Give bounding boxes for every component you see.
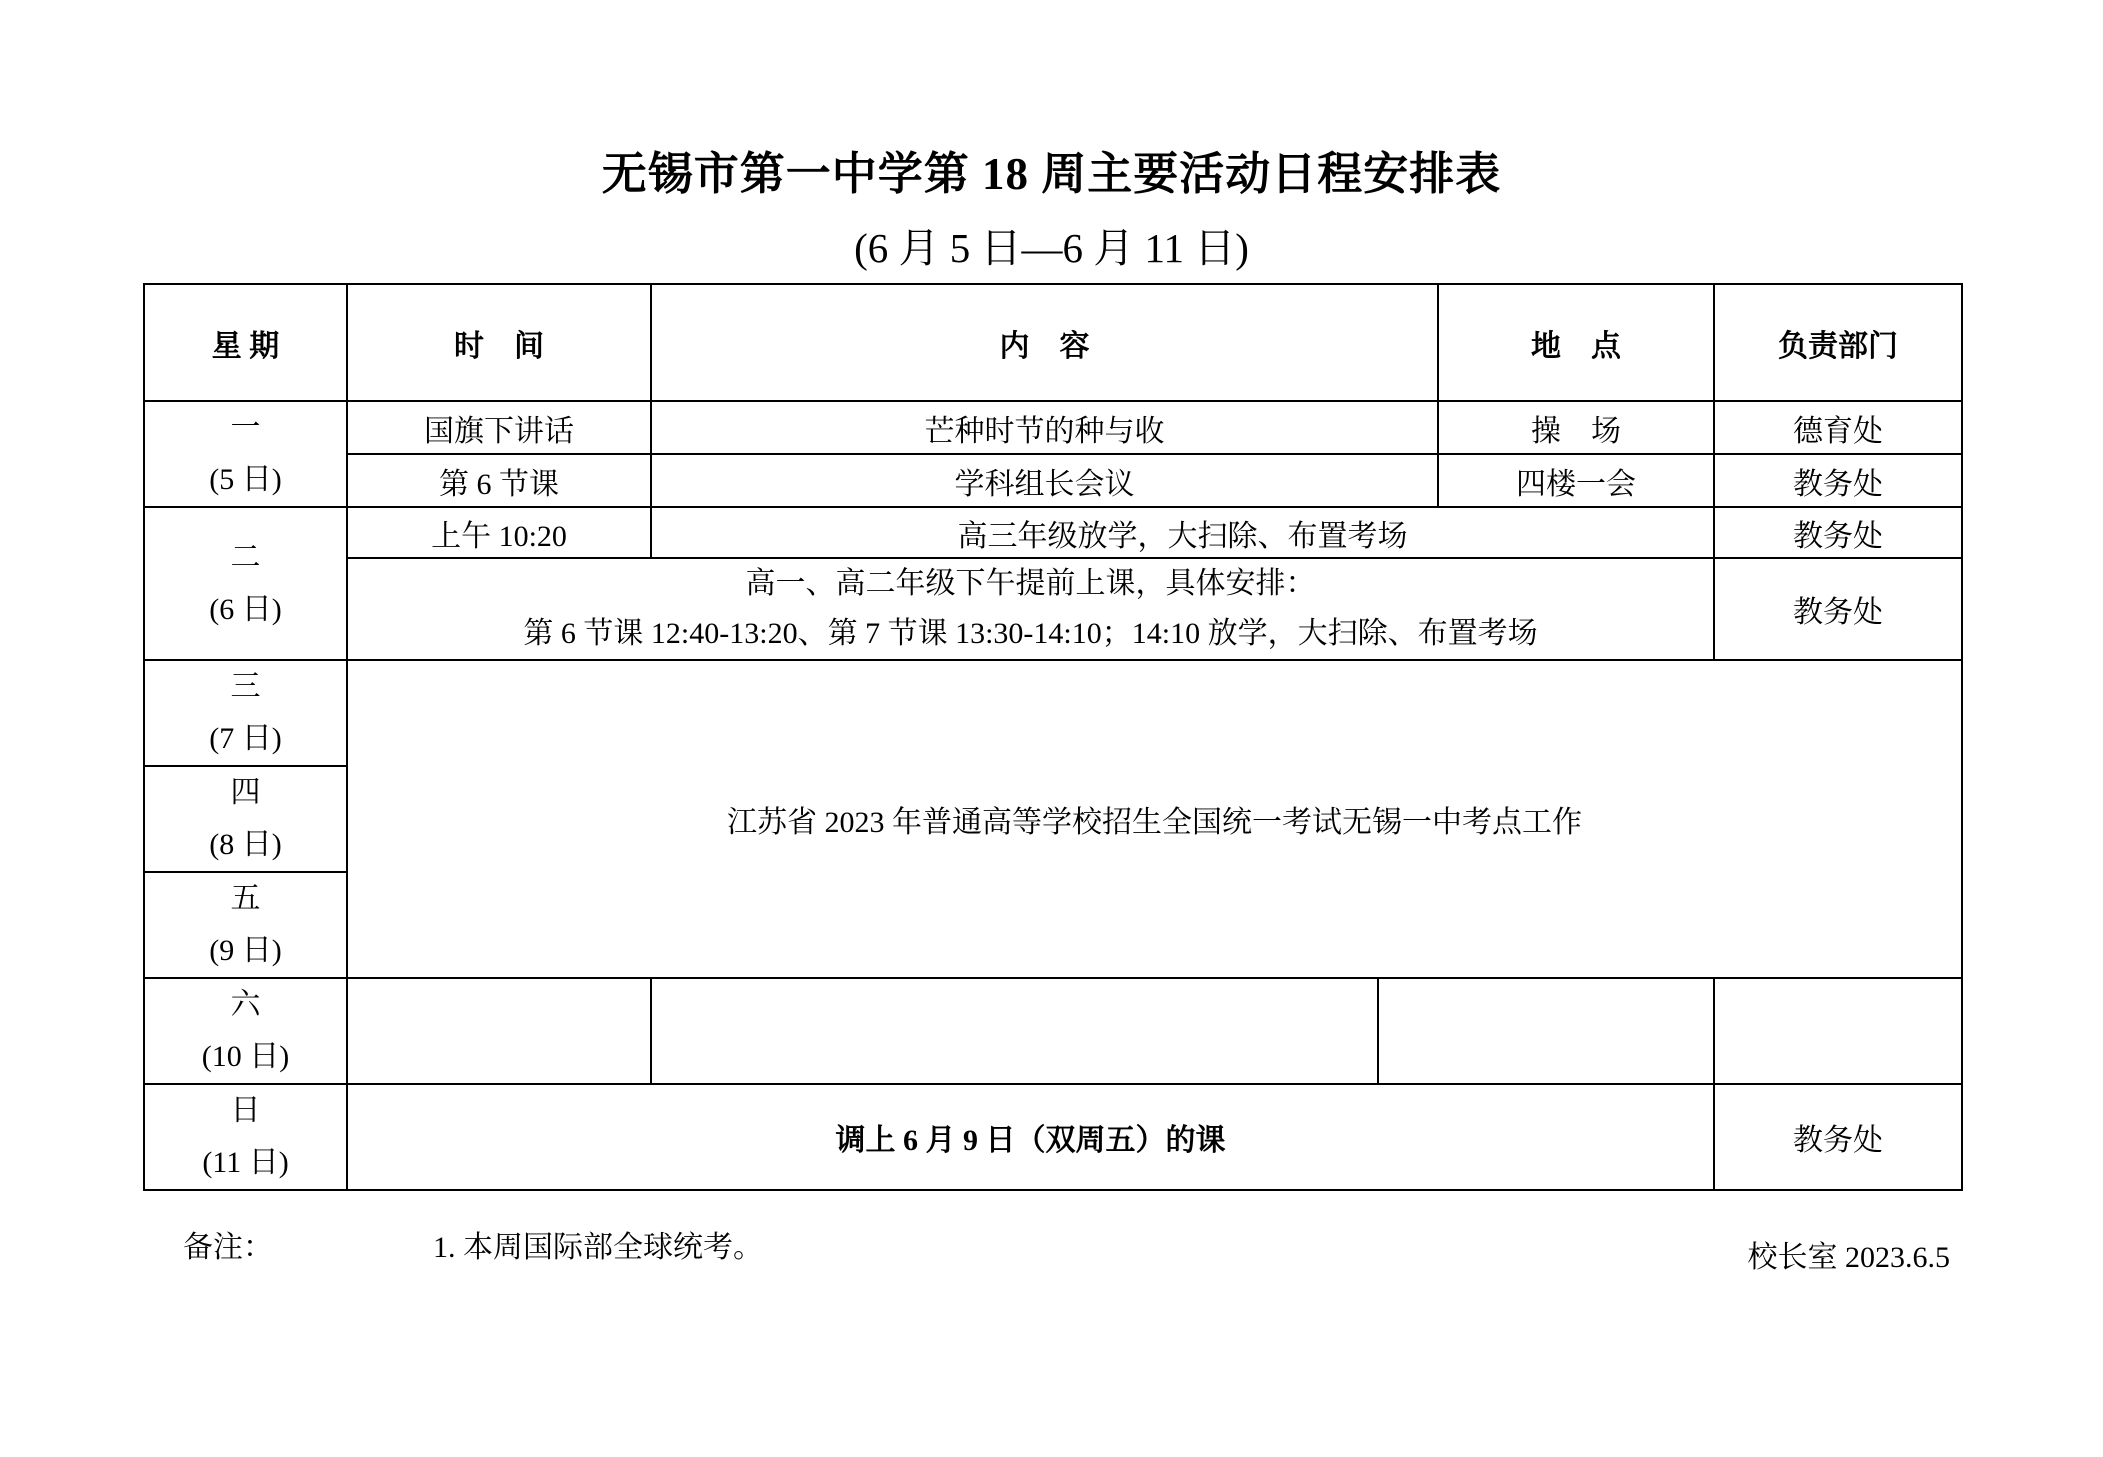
day-cell-monday (144, 401, 347, 507)
header-location: 地 点 (1438, 284, 1714, 401)
cell-sat-time (347, 978, 651, 1084)
cell-mon1-content: 芒种时节的种与收 (651, 401, 1438, 454)
row-tuesday-1 (144, 507, 1962, 558)
header-content: 内 容 (651, 284, 1438, 401)
tue2-line1: 高一、高二年级下午提前上课，具体安排： (745, 567, 1316, 600)
row-sunday (144, 1084, 1962, 1190)
day-cell-tuesday (144, 507, 347, 660)
note-text: 1. 本周国际部全球统考。 (433, 1231, 763, 1264)
cell-sat-dept (1714, 978, 1962, 1084)
day-date: (5 日) (209, 463, 282, 496)
day-date: (10 日) (201, 1040, 290, 1073)
page-title: 无锡市第一中学第 18 周主要活动日程安排表 (601, 149, 1502, 199)
day-date: (6 日) (209, 592, 282, 626)
tue2-line2: 第 6 节课 12:40-13:20、第 7 节课 13:30-14:10；14:10 放学，大扫除、布置考场 (523, 617, 1538, 650)
row-monday-2 (144, 454, 1962, 507)
cell-mon2-location: 四楼一会 (1438, 454, 1714, 507)
cell-tue2-dept: 教务处 (1714, 558, 1962, 660)
row-tuesday-2 (144, 558, 1962, 660)
row-wednesday (144, 660, 1962, 766)
header-dept: 负责部门 (1714, 284, 1962, 401)
schedule-table (143, 283, 1963, 1191)
header-day: 星 期 (144, 284, 347, 401)
cell-exam-content: 江苏省 2023 年普通高等学校招生全国统一考试无锡一中考点工作 (347, 660, 1962, 978)
header-time: 时 间 (347, 284, 651, 401)
header-row (144, 284, 1962, 401)
row-saturday (144, 978, 1962, 1084)
cell-sun-content: 调上 6 月 9 日（双周五）的课 (347, 1084, 1714, 1190)
notes (153, 1188, 763, 1300)
day-name: 一 (230, 411, 261, 444)
cell-mon2-time: 第 6 节课 (347, 454, 651, 507)
day-date: (7 日) (209, 722, 282, 755)
cell-tue2-content (347, 558, 1714, 660)
signature: 校长室 2023.6.5 (1747, 1241, 1950, 1274)
day-cell-wednesday (144, 660, 347, 766)
row-monday-1 (144, 401, 1962, 454)
cell-mon1-dept: 德育处 (1714, 401, 1962, 454)
page-subtitle: (6 月 5 日—6 月 11 日) (854, 225, 1249, 271)
day-date: (8 日) (209, 828, 282, 861)
day-cell-thursday (144, 766, 347, 872)
note-label: 备注： (183, 1231, 273, 1264)
day-cell-sunday (144, 1084, 347, 1190)
cell-sun-dept: 教务处 (1714, 1084, 1962, 1190)
day-name: 二 (230, 540, 261, 574)
day-cell-friday (144, 872, 347, 978)
cell-tue1-time: 上午 10:20 (347, 507, 651, 558)
cell-mon2-dept: 教务处 (1714, 454, 1962, 507)
day-cell-saturday (144, 978, 347, 1084)
cell-tue1-content: 高三年级放学，大扫除、布置考场 (651, 507, 1714, 558)
cell-sat-location (1378, 978, 1714, 1084)
cell-sat-content (651, 978, 1378, 1084)
day-name: 日 (230, 1094, 261, 1127)
cell-mon2-content: 学科组长会议 (651, 454, 1438, 507)
cell-mon1-location: 操 场 (1438, 401, 1714, 454)
day-date: (9 日) (209, 934, 282, 967)
day-date: (11 日) (202, 1146, 289, 1179)
day-name: 三 (230, 670, 261, 703)
day-name: 六 (230, 988, 261, 1021)
day-name: 四 (230, 776, 261, 809)
day-name: 五 (230, 882, 261, 915)
cell-mon1-time: 国旗下讲话 (347, 401, 651, 454)
cell-tue1-dept: 教务处 (1714, 507, 1962, 558)
